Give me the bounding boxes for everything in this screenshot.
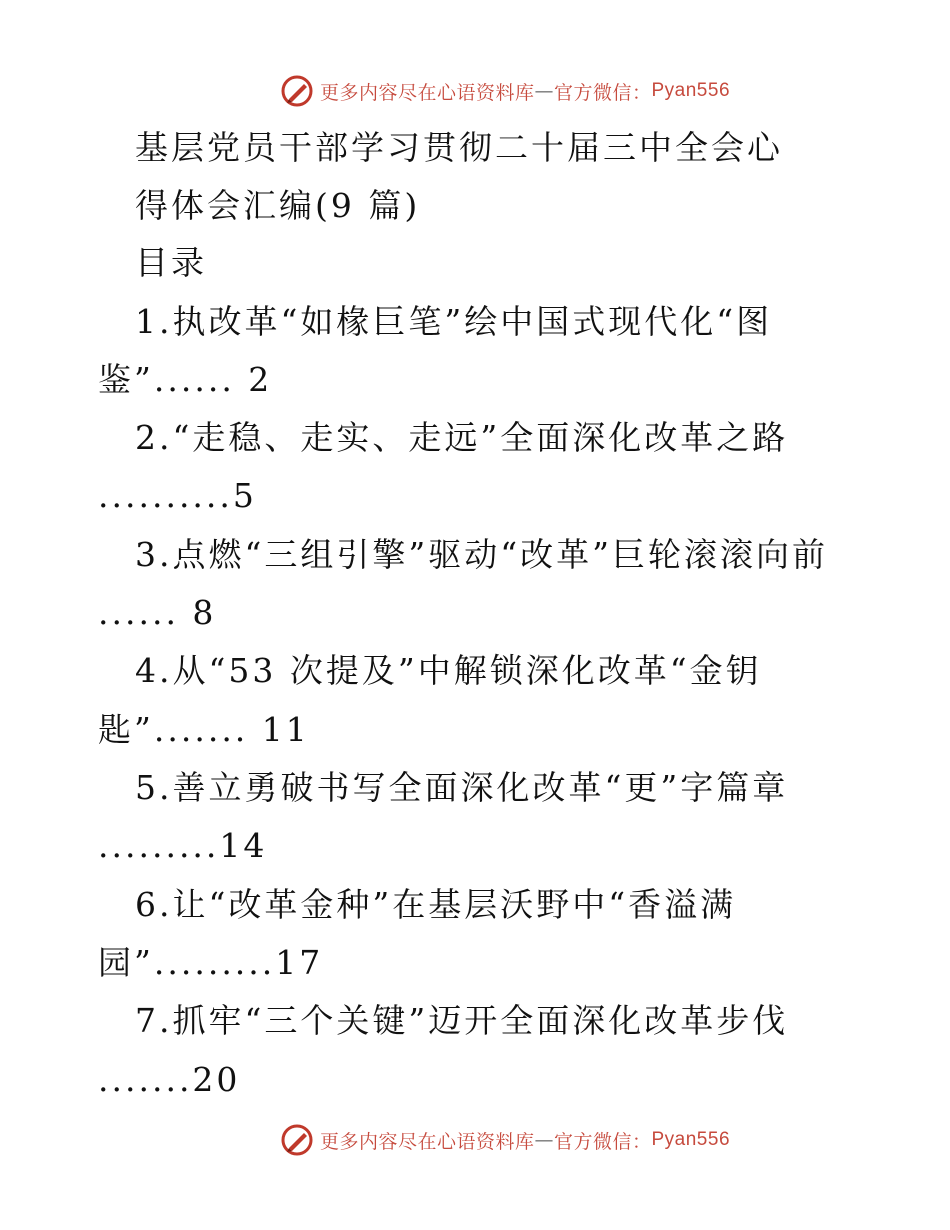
watermark-separator: —: [534, 1129, 554, 1151]
toc-item-7-title: 7.抓牢“三个关键”迈开全面深化改革步伐: [135, 1001, 789, 1040]
watermark-brand: 更多内容尽在心语资料库: [319, 81, 535, 104]
toc-heading: 目录: [135, 243, 207, 282]
watermark-wechat-id: Pyan556: [651, 80, 731, 101]
toc-item-4-title: 4.从“53 次提及”中解锁深化改革“金钥: [135, 651, 762, 690]
pen-logo-icon: [280, 1123, 314, 1157]
watermark-brand: 更多内容尽在心语资料库: [319, 1130, 535, 1153]
watermark-wechat-id: Pyan556: [651, 1129, 731, 1150]
toc-item-5-page: .........14: [98, 826, 268, 865]
watermark-separator: —: [534, 80, 554, 102]
toc-item-6-title: 6.让“改革金种”在基层沃野中“香溢满: [135, 885, 737, 924]
watermark-official: 官方微信：: [553, 81, 652, 104]
toc-item-1-title: 1.执改革“如椽巨笔”绘中国式现代化“图: [135, 302, 773, 341]
toc-item-4-page: 匙”....... 11: [98, 710, 310, 749]
toc-item-2-title: 2.“走稳、走实、走远”全面深化改革之路: [135, 418, 789, 457]
toc-item-3-title: 3.点燃“三组引擎”驱动“改革”巨轮滚滚向前: [135, 535, 828, 574]
document-title-line-2: 得体会汇编(9 篇): [135, 186, 421, 225]
document-title-line-1: 基层党员干部学习贯彻二十届三中全会心: [135, 128, 783, 167]
toc-item-2-page: ..........5: [98, 476, 257, 515]
pen-logo-icon: [280, 74, 314, 108]
watermark-footer: [0, 1120, 950, 1160]
watermark-official: 官方微信：: [553, 1130, 652, 1153]
toc-item-1-page: 鉴”...... 2: [98, 360, 273, 399]
watermark-header: [0, 71, 950, 111]
toc-item-3-page: ...... 8: [98, 593, 217, 632]
toc-item-5-title: 5.善立勇破书写全面深化改革“更”字篇章: [135, 768, 789, 807]
toc-item-7-page: .......20: [98, 1060, 241, 1099]
toc-item-6-page: 园”.........17: [98, 943, 324, 982]
